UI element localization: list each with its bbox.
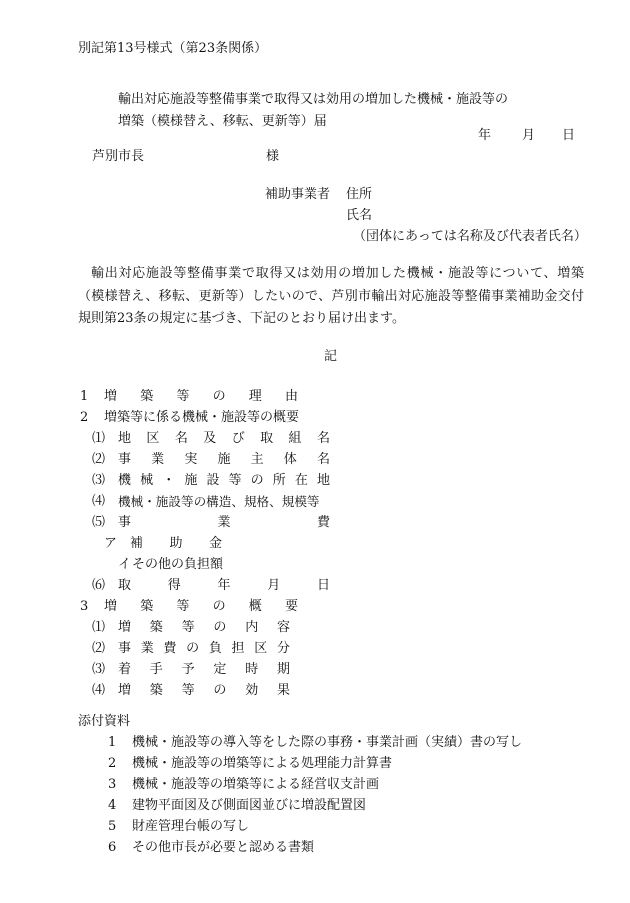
label-char: 名	[316, 431, 330, 446]
item-text: 増築等に係る機械・施設等の概要	[104, 410, 300, 425]
label-char: 名	[316, 452, 330, 467]
label-char: 増	[118, 620, 132, 635]
ki-mark: 記	[324, 349, 338, 364]
applicant-address-label: 住所	[346, 187, 373, 202]
item-number: 1	[80, 389, 89, 404]
label-char: 効	[245, 683, 259, 698]
attachment-number: 1	[108, 735, 117, 750]
addressee: 芦別市長	[92, 149, 145, 164]
item-number: ⑶	[92, 662, 106, 677]
attachment-text: 機械・施設等の増築等による処理能力計算書	[132, 756, 393, 771]
item-text	[118, 662, 290, 678]
attachments-heading: 添付資料	[78, 714, 131, 729]
item-text	[104, 389, 298, 405]
label-char: 等	[176, 599, 190, 614]
label-char: 所	[272, 473, 286, 488]
applicant-label: 補助事業者	[265, 187, 331, 202]
label-char: 築	[149, 620, 163, 635]
label-char: 実	[184, 452, 198, 467]
title-line-2: 増築（模様替え、移転、更新等）届	[118, 114, 327, 129]
label-char: 築	[140, 389, 154, 404]
label-char: 地	[118, 431, 132, 446]
label-char: 日	[316, 578, 330, 593]
label-char: 体	[283, 452, 297, 467]
item-number: ⑷	[92, 683, 106, 698]
label-char: 在	[294, 473, 308, 488]
label-char: 区	[254, 641, 268, 656]
date-month: 月	[522, 128, 536, 143]
label-char: 概	[248, 599, 262, 614]
applicant-name-label: 氏名	[346, 208, 373, 223]
body-paragraph: 輸出対応施設等整備事業で取得又は効用の増加した機械・施設等について、増築（模様替え、移転、更新等）したいので、芦別市輸出対応施設等整備事業補助金交付規則第23条の規定に基づき、下記のとおり届け出ます。	[78, 266, 584, 326]
item-number: ⑴	[92, 620, 106, 635]
item-number: イ	[118, 557, 132, 572]
item-number: ⑸	[92, 515, 106, 530]
date-day: 日	[562, 128, 576, 143]
form-label: 別記第13号様式（第23条関係）	[78, 41, 268, 56]
label-char: 時	[245, 662, 259, 677]
item-text	[118, 641, 290, 657]
item-text	[118, 431, 330, 447]
attachment-text: 財産管理台帳の写し	[132, 819, 250, 834]
label-char: 業	[151, 452, 165, 467]
item-number: ⑵	[92, 641, 106, 656]
item-number: 3	[80, 599, 89, 614]
date-year: 年	[478, 128, 492, 143]
label-char: 理	[248, 389, 262, 404]
item-text	[118, 473, 330, 489]
item-number: ⑴	[92, 431, 106, 446]
label-char: 事	[118, 452, 132, 467]
item-text	[118, 683, 290, 699]
label-char: 取	[118, 578, 132, 593]
label-char: 金	[208, 536, 222, 551]
label-char: 費	[316, 515, 330, 530]
label-char: 名	[174, 431, 188, 446]
label-char: 助	[169, 536, 183, 551]
label-char: 築	[149, 683, 163, 698]
item-text	[130, 536, 222, 552]
label-char: 補	[130, 536, 144, 551]
label-char: の	[186, 641, 200, 656]
label-char: 由	[284, 389, 298, 404]
label-char: 手	[149, 662, 163, 677]
label-char: 等	[181, 683, 195, 698]
item-text	[118, 620, 290, 636]
label-char: 機	[118, 473, 132, 488]
label-char: 予	[181, 662, 195, 677]
attachment-number: 2	[108, 756, 117, 771]
label-char: 業	[140, 641, 154, 656]
label-char: 設	[206, 473, 220, 488]
label-char: 等	[228, 473, 242, 488]
label-char: 事	[118, 641, 132, 656]
label-char: ・	[162, 473, 176, 488]
label-char: 増	[104, 389, 118, 404]
item-text	[118, 515, 330, 531]
label-char: 分	[276, 641, 290, 656]
label-char: の	[213, 683, 227, 698]
item-number: ア	[104, 536, 118, 551]
attachment-number: 5	[108, 819, 117, 834]
item-number: ⑷	[92, 494, 106, 509]
label-char: 年	[217, 578, 231, 593]
item-number: ⑶	[92, 473, 106, 488]
applicant-note: （団体にあっては名称及び代表者氏名）	[353, 229, 587, 244]
label-char: 築	[140, 599, 154, 614]
label-char: 増	[118, 683, 132, 698]
item-text	[118, 578, 330, 594]
label-char: 及	[203, 431, 217, 446]
label-char: の	[212, 599, 226, 614]
label-char: の	[212, 389, 226, 404]
label-char: 施	[184, 473, 198, 488]
item-text: 機械・施設等の構造、規格、規模等	[118, 494, 320, 509]
label-char: の	[250, 473, 264, 488]
label-char: 増	[104, 599, 118, 614]
label-char: 区	[146, 431, 160, 446]
label-char: び	[231, 431, 245, 446]
label-char: 内	[245, 620, 259, 635]
attachment-text: 機械・施設等の増築等による経営収支計画	[132, 777, 380, 792]
label-char: 月	[267, 578, 281, 593]
item-text: その他の負担額	[132, 557, 224, 572]
item-number: ⑹	[92, 578, 106, 593]
label-char: 容	[276, 620, 290, 635]
honorific: 様	[266, 149, 280, 164]
label-char: 負	[208, 641, 222, 656]
label-char: 組	[288, 431, 302, 446]
attachment-number: 6	[108, 840, 117, 855]
label-char: 械	[140, 473, 154, 488]
label-char: 担	[231, 641, 245, 656]
attachment-text: 建物平面図及び側面図並びに増設配置図	[132, 798, 367, 813]
label-char: の	[213, 620, 227, 635]
title-line-1: 輸出対応施設等整備事業で取得又は効用の増加した機械・施設等の	[118, 92, 509, 107]
label-char: 地	[316, 473, 330, 488]
item-number: ⑵	[92, 452, 106, 467]
label-char: 主	[250, 452, 264, 467]
label-char: 等	[176, 389, 190, 404]
label-char: 取	[260, 431, 274, 446]
label-char: 得	[167, 578, 181, 593]
item-text	[118, 452, 330, 468]
label-char: 等	[181, 620, 195, 635]
label-char: 事	[118, 515, 132, 530]
attachment-number: 3	[108, 777, 117, 792]
label-char: 期	[276, 662, 290, 677]
attachment-number: 4	[108, 798, 117, 813]
label-char: 費	[163, 641, 177, 656]
label-char: 着	[118, 662, 132, 677]
label-char: 果	[276, 683, 290, 698]
attachment-text: 機械・施設等の導入等をした際の事務・事業計画（実績）書の写し	[132, 735, 523, 750]
label-char: 定	[213, 662, 227, 677]
label-char: 要	[284, 599, 298, 614]
item-number: 2	[80, 410, 89, 425]
label-char: 施	[217, 452, 231, 467]
label-char: 業	[217, 515, 231, 530]
attachment-text: その他市長が必要と認める書類	[132, 840, 315, 855]
item-text	[104, 599, 298, 615]
